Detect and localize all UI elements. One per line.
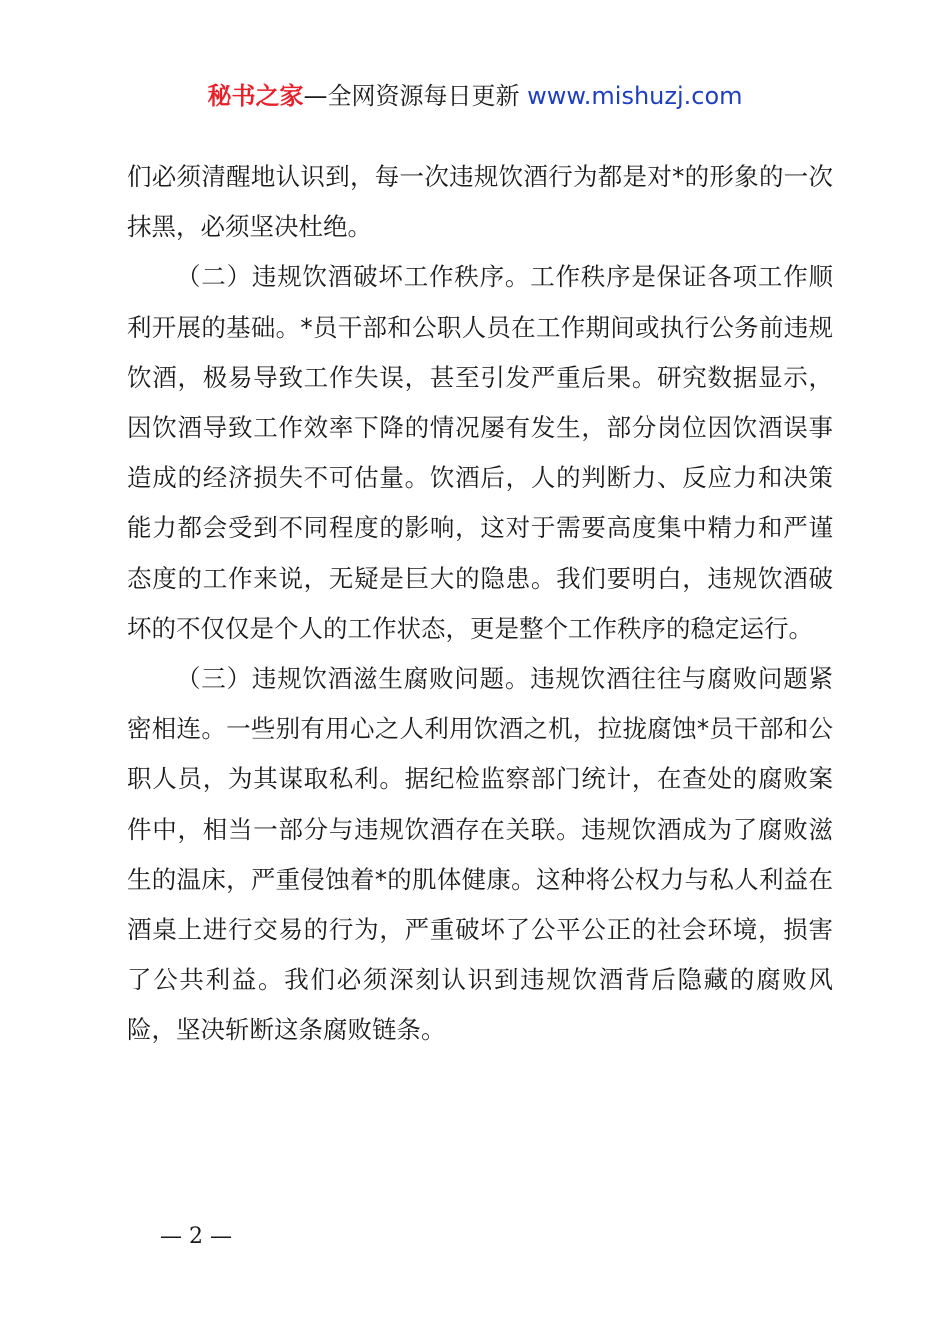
document-body [127,152,833,1056]
site-header [0,80,950,112]
header-tagline: —全网资源每日更新 [303,82,528,110]
page-number: — 2 — [160,1224,232,1249]
brand-name: 秘书之家 [207,82,304,110]
paragraph-continuation: 们必须清醒地认识到，每一次违规饮酒行为都是对*的形象的一次抹黑，必须坚决杜绝。 [127,162,833,242]
paragraph-section-three: （三）违规饮酒滋生腐败问题。违规饮酒往往与腐败问题紧密相连。一些别有用心之人利用饮酒之机，拉拢腐蚀*员干部和公职人员，为其谋取私利。据纪检监察部门统计，在查处的腐败案件中，相当一部分与违规饮酒存在关联。违规饮酒成为了腐败滋生的温床，严重侵蚀着*的肌体健康。这种将公权力与私人利益在酒桌上进行交易的行为，严重破坏了公平公正的社会环境，损害了公共利益。我们必须深刻认识到违规饮酒背后隐藏的腐败风险，坚决斩断这条腐败链条。 [127,664,833,1045]
paragraph-section-two: （二）违规饮酒破坏工作秩序。工作秩序是保证各项工作顺利开展的基础。*员干部和公职人员在工作期间或执行公务前违规饮酒，极易导致工作失误，甚至引发严重后果。研究数据显示，因饮酒导致工作效率下降的情况屡有发生，部分岗位因饮酒误事造成的经济损失不可估量。饮酒后，人的判断力、反应力和决策能力都会受到不同程度的影响，这对于需要高度集中精力和严谨态度的工作来说，无疑是巨大的隐患。我们要明白，违规饮酒破坏的不仅仅是个人的工作状态，更是整个工作秩序的稳定运行。 [127,262,833,643]
site-url-link[interactable]: www.mishuzj.com [527,82,743,110]
